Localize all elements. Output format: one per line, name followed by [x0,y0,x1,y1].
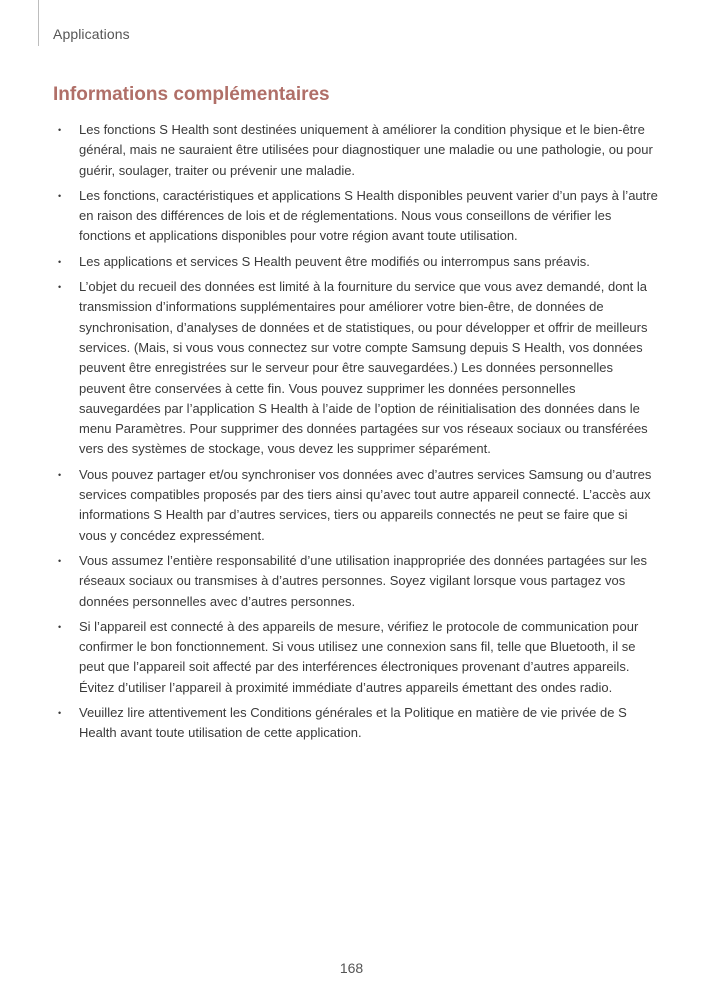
list-item-text: Les applications et services S Health peuvent être modifiés ou interrompus sans préavis. [79,253,590,269]
list-item [58,277,658,460]
bullet-icon: • [58,621,62,632]
page-number: 168 [339,960,364,976]
bullet-icon: • [58,256,62,267]
list-item-text: Si l’appareil est connecté à des appareils de mesure, vérifiez le protocole de communication pour confirmer le bon fonctionnement. Si vous utilisez une connexion sans fil, telle que Bluetooth, il se peut que l’appareil soit affecté par des interférences électroniques provenant d’autres appareils. Évitez d’utiliser l’appareil à proximité immédiate d’autres appareils émettant des ondes radio. [79,618,639,695]
bullet-icon: • [58,190,62,201]
list-item-text: L’objet du recueil des données est limité à la fourniture du service que vous avez demandé, dont la transmission d’informations supplémentaires pour améliorer votre bien-être, de données de synchronisation, d’analyses de données et de statistiques, ou pour développer et offrir de meilleurs services. (Mais, si vous vous connectez sur votre compte Samsung depuis S Health, vos données peuvent être enregistrées sur le serveur pour être sauvegardées.) Les données personnelles peuvent être conservées à cette fin. Vous pouvez supprimer les données personnelles sauvegardées par l’application S Health à l’aide de l’option de réinitialisation des données dans le menu Paramètres. Pour supprimer des données partagées sur vos réseaux sociaux ou transférées vers des systèmes de stockage, vous devez les supprimer séparément. [79,279,648,457]
page-title: Informations complémentaires [53,84,330,105]
list-item [58,551,658,612]
header-divider-line [38,0,39,46]
list-item [58,617,658,698]
list-item [58,703,658,744]
list-item [58,465,658,546]
bullet-icon: • [58,555,62,566]
list-item [58,186,658,247]
section-header: Applications [53,26,130,42]
bullet-icon: • [58,469,62,480]
list-item [58,120,658,181]
list-item [58,252,658,272]
list-item-text: Vous pouvez partager et/ou synchroniser vos données avec d’autres services Samsung ou d’autres services compatibles proposés par des tiers ainsi qu’avec tout autre appareil connecté. L’accès aux informations S Health par d’autres services, tiers ou appareils connectés ne peut se faire que si vous y concédez expressément. [79,466,652,543]
list-item-text: Les fonctions S Health sont destinées uniquement à améliorer la condition physique et le bien-être général, mais ne sauraient être utilisées pour diagnostiquer une maladie ou une pathologie, ou pour guérir, soulager, traiter ou prévenir une maladie. [79,122,653,178]
list-item-text: Vous assumez l’entière responsabilité d’une utilisation inappropriée des données partagées sur les réseaux sociaux ou transmises à d’autres personnes. Soyez vigilant lorsque vous partagez vos données personnelles avec d’autres personnes. [79,552,648,609]
bullet-icon: • [58,282,62,293]
info-bullet-list [58,120,658,749]
bullet-icon: • [58,708,62,719]
list-item-text: Veuillez lire attentivement les Conditions générales et la Politique en matière de vie privée de S Health avant toute utilisation de cette application. [79,705,627,741]
bullet-icon: • [58,125,62,135]
list-item-text: Les fonctions, caractéristiques et applications S Health disponibles peuvent varier d’un pays à l’autre en raison des différences de lois et de réglementations. Nous vous conseillons de vérifier les fonctions et applications disponibles pour votre région avant toute utilisation. [79,187,658,244]
